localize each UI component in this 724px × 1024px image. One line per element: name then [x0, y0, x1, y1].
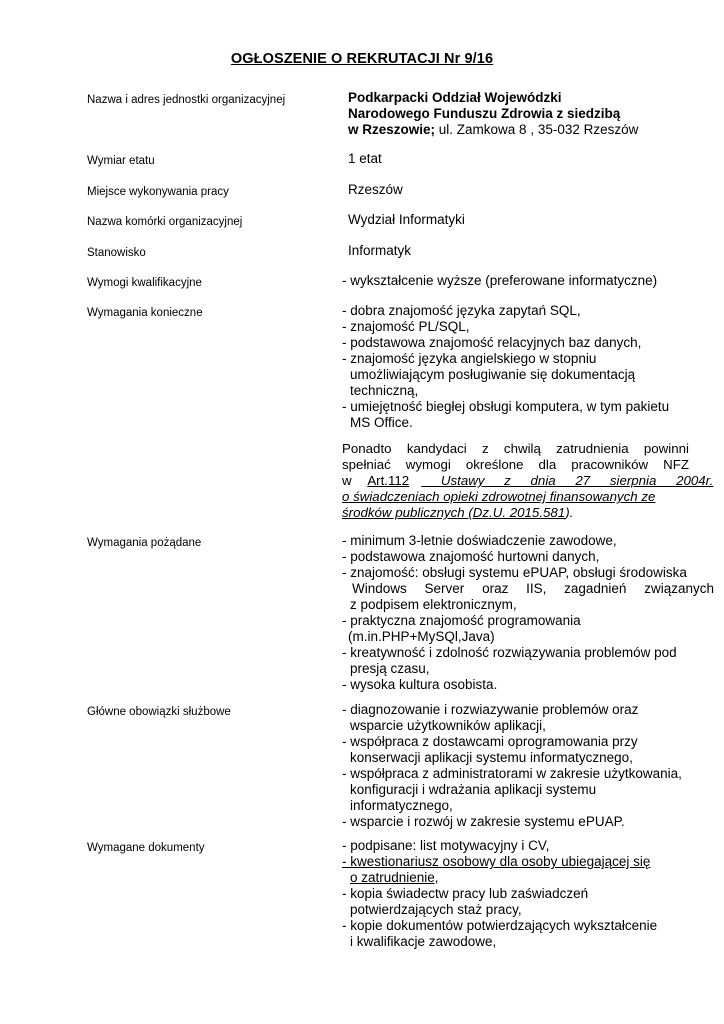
desired-item: presją czasu,	[350, 661, 430, 676]
value-position: Informatyk	[348, 243, 412, 258]
unit-line-2: Narodowego Funduszu Zdrowia z siedzibą	[348, 106, 621, 121]
duty-item: konfiguracji i wdrażania aplikacji systemu	[350, 782, 597, 797]
value-required	[342, 303, 669, 431]
required-item: techniczną,	[350, 383, 419, 398]
label-desired: Wymagania pożądane	[87, 537, 202, 549]
label-etat: Wymiar etatu	[87, 155, 155, 167]
value-unit	[348, 90, 638, 138]
label-required: Wymagania konieczne	[87, 307, 203, 319]
nfz-paragraph	[342, 441, 714, 521]
duty-item: - współpraca z administratorami w zakresie użytkowania,	[342, 766, 682, 781]
required-item: - dobra znajomość języka zapytań SQL,	[342, 303, 581, 318]
label-place: Miejsce wykonywania pracy	[87, 186, 229, 198]
duty-item: - współpraca z dostawcami oprogramowania przy	[342, 734, 638, 749]
label-unit: Nazwa i adres jednostki organizacyjnej	[87, 94, 286, 106]
document-item: - podpisane: list motywacyjny i CV,	[342, 838, 550, 853]
desired-item: - wysoka kultura osobista.	[342, 677, 498, 692]
label-duties: Główne obowiązki służbowe	[87, 706, 231, 718]
duty-item: wsparcie użytkowników aplikacji,	[350, 718, 546, 733]
nfz-end: ).	[565, 505, 574, 520]
desired-item: - minimum 3-letnie doświadczenie zawodowe,	[342, 533, 617, 548]
document-item: potwierdzających staż pracy,	[350, 902, 522, 917]
nfz-line-3	[342, 473, 714, 489]
document-item: - kopia świadectw pracy lub zaświadczeń	[342, 886, 589, 901]
document-item: - kopie dokumentów potwierdzających wykształcenie	[342, 918, 658, 933]
label-documents: Wymagane dokumenty	[87, 842, 205, 854]
desired-item: z podpisem elektronicznym,	[350, 597, 517, 612]
value-desired	[342, 533, 714, 693]
required-item: MS Office.	[350, 415, 413, 430]
desired-item: Windows Server oraz IIS, zagadnień związanych	[352, 581, 714, 596]
value-cell: Wydział Informatyki	[348, 212, 465, 227]
value-documents	[342, 838, 657, 950]
unit-line-3	[348, 122, 638, 138]
unit-line-1: Podkarpacki Oddział Wojewódzki	[348, 90, 562, 105]
desired-item: - podstawowa znajomość hurtowni danych,	[342, 549, 600, 564]
desired-item: - praktyczna znajomość programowania	[342, 613, 581, 628]
nfz-ustawy: Ustawy z dnia 27 sierpnia 2004r.	[421, 473, 714, 488]
duty-item: - wsparcie i rozwój w zakresie systemu ePUAP.	[342, 814, 625, 829]
unit-address: ul. Zamkowa 8 , 35-032 Rzeszów	[435, 122, 639, 137]
desired-item: (m.in.PHP+MySQl,Java)	[348, 629, 495, 644]
nfz-line-2: spełniać wymogi określone dla pracowników NFZ	[342, 457, 689, 472]
label-cell: Nazwa komórki organizacyjnej	[87, 216, 243, 228]
value-duties	[342, 702, 682, 830]
label-position: Stanowisko	[87, 247, 146, 259]
required-item: - znajomość PL/SQL,	[342, 319, 470, 334]
document-title: OGŁOSZENIE O REKRUTACJI Nr 9/16	[230, 51, 494, 67]
unit-city: w Rzeszowie;	[348, 122, 436, 137]
document-item: - kwestionariusz osobowy dla osoby ubiegającej się	[342, 854, 651, 869]
nfz-line-4: o świadczeniach opieki zdrowotnej finansowanych ze	[342, 489, 656, 504]
value-qualifications: - wykształcenie wyższe (preferowane informatyczne)	[342, 273, 658, 288]
duty-item: - diagnozowanie i rozwiazywanie problemów oraz	[342, 702, 639, 717]
value-etat: 1 etat	[348, 151, 382, 166]
desired-item: - kreatywność i zdolność rozwiązywania problemów pod	[342, 645, 677, 660]
nfz-line-5	[342, 505, 689, 521]
document-item: i kwalifikacje zawodowe,	[350, 934, 497, 949]
nfz-art-link: Art.112	[367, 473, 410, 488]
required-item: umożliwiającym posługiwanie się dokumentacją	[350, 367, 636, 382]
desired-item: - znajomość: obsługi systemu ePUAP, obsługi środowiska	[342, 565, 687, 580]
nfz-line-1: Ponadto kandydaci z chwilą zatrudnienia powinni	[342, 441, 689, 456]
value-place: Rzeszów	[348, 182, 403, 197]
required-item: - znajomość języka angielskiego w stopniu	[342, 351, 597, 366]
nfz-law-ref: środków publicznych (Dz.U. 2015.581	[342, 505, 566, 520]
nfz-w: w	[342, 473, 356, 488]
required-item: - umiejętność biegłej obsługi komputera, w tym pakietu	[342, 399, 670, 414]
duty-item: informatycznego,	[350, 798, 453, 813]
label-qualifications: Wymogi kwalifikacyjne	[87, 277, 202, 289]
duty-item: konserwacji aplikacji systemu informatycznego,	[350, 750, 633, 765]
required-item: - podstawowa znajomość relacyjnych baz danych,	[342, 335, 642, 350]
document-item: o zatrudnienie,	[350, 870, 439, 885]
